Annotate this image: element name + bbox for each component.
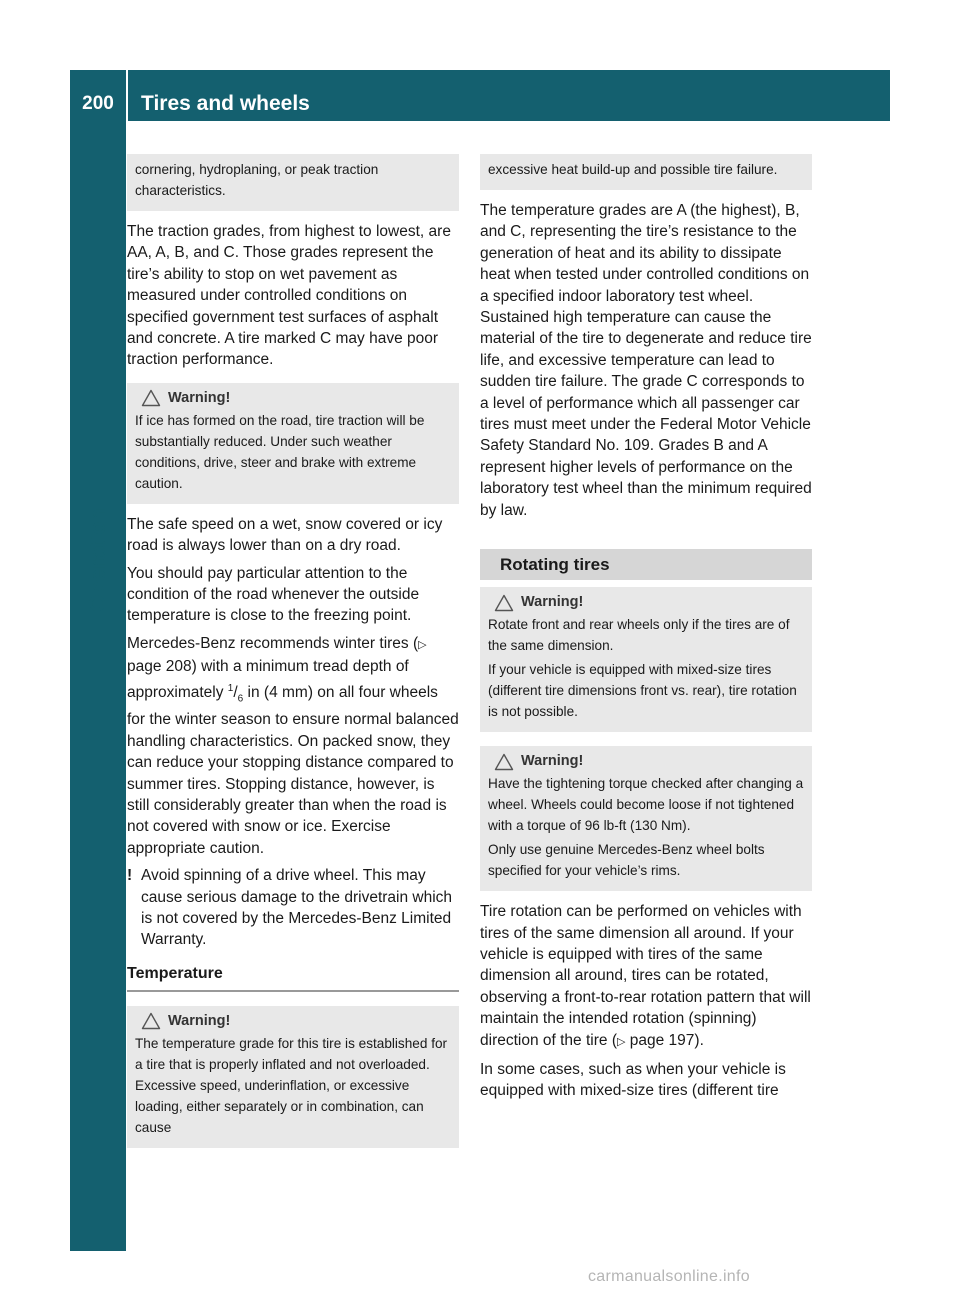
paragraph: The traction grades, from highest to lowest, are AA, A, B, and C. Those grades represent the tire’s ability to stop on wet pavement as measured under controlled conditions on specified government test surfaces of asphalt and concrete. A tire marked C may have poor traction performance. [127,223,451,369]
warning-triangle-icon [141,389,161,407]
paragraph: Mercedes-Benz recommends winter tires (▷ page 208) with a minimum tread depth of approximately $^1/_6$ in (4 mm) on all four wheels for the winter season to ensure normal balanced handling characteristics. On packed snow, they can reduce your stopping distance compared to summer tires. Stopping distance, however, is still considerably greater than when the road is not covered with snow or ice. Exercise appropriate caution. [127,634,459,857]
paragraph: The safe speed on a wet, snow covered or icy road is always lower than on a dry road. [127,515,443,555]
page-title: Tires and wheels [141,92,310,115]
left-column [127,154,459,1158]
warning-title: Warning! [521,594,584,611]
warning-triangle-icon [494,753,514,771]
sidebar-block [70,121,126,1251]
warning-box [127,1006,459,1148]
caution-icon: ! [127,867,133,885]
warning-text: Have the tightening torque checked after changing a wheel. Wheels could become loose if not tightened with a torque of 96 lb-ft (130 Nm). [488,776,804,834]
section-heading-temperature: Temperature [127,963,459,992]
page-number: 200 [82,93,114,114]
paragraph: The temperature grades are A (the highest), B, and C, representing the tire’s resistance to the generation of heat and its ability to dissipate heat when tested under controlled conditions on a specified indoor laboratory test wheel. Sustained high temperature can cause the material of the tire to degenerate and reduce tire life, and excessive temperature can lead to sudden tire failure. The grade C corresponds to a level of performance which all passenger car tires must meet under the Federal Motor Vehicle Safety Standard No. 109. Grades B and A represent higher levels of performance on the laboratory test wheel than the minimum required by law. [480,202,812,519]
warning-box [127,383,459,504]
warning-text: Only use genuine Mercedes-Benz wheel bolts specified for your vehicle’s rims. [488,842,765,879]
section-heading-rotating-tires: Rotating tires [480,549,812,580]
page-ref-arrow-icon: ▷ [418,638,427,651]
warning-box [480,587,812,732]
warning-title: Warning! [168,1012,231,1029]
warning-text: The temperature grade for this tire is established for a tire that is properly inflated and not overloaded. Excessive speed, underinflation, or excessive loading, either separately or in combination, can cause [135,1035,448,1135]
warning-text: If your vehicle is equipped with mixed-size tires (different tire dimensions front vs. rear), tire rotation is not possible. [488,662,797,720]
warning-box [480,746,812,891]
paragraph: Tire rotation can be performed on vehicles with tires of the same dimension all around. If your vehicle is equipped with tires of the same dimension all around, tires can be rotated, observing a front-to-rear rotation pattern that will maintain the intended rotation (spinning) direction of the tire (▷ page 197). [480,903,811,1049]
right-column [480,154,812,1108]
warning-title: Warning! [521,753,584,770]
caution-note [127,865,459,951]
header-divider [126,70,128,121]
warning-text: Rotate front and rear wheels only if the tires are of the same dimension. [488,617,790,654]
page-ref-arrow-icon: ▷ [616,1035,626,1048]
warning-text: If ice has formed on the road, tire traction will be substantially reduced. Under such weather conditions, drive, steer and brake with extreme caution. [135,412,425,491]
page-header [70,70,890,121]
watermark: carmanualsonline.info [588,1268,750,1285]
continued-box: excessive heat build-up and possible tire failure. [480,154,812,190]
paragraph: In some cases, such as when your vehicle is equipped with mixed-size tires (different tire [480,1060,786,1100]
warning-triangle-icon [494,594,514,612]
warning-triangle-icon [141,1012,161,1030]
paragraph: You should pay particular attention to the condition of the road whenever the outside temperature is close to the freezing point. [127,564,420,625]
warning-title: Warning! [168,389,231,406]
sidebar-section-label: Operation [85,508,110,612]
continued-box: cornering, hydroplaning, or peak traction characteristics. [127,154,459,211]
caution-text: Avoid spinning of a drive wheel. This may cause serious damage to the drivetrain which is not covered by the Mercedes-Benz Limited Warranty. [141,867,453,949]
